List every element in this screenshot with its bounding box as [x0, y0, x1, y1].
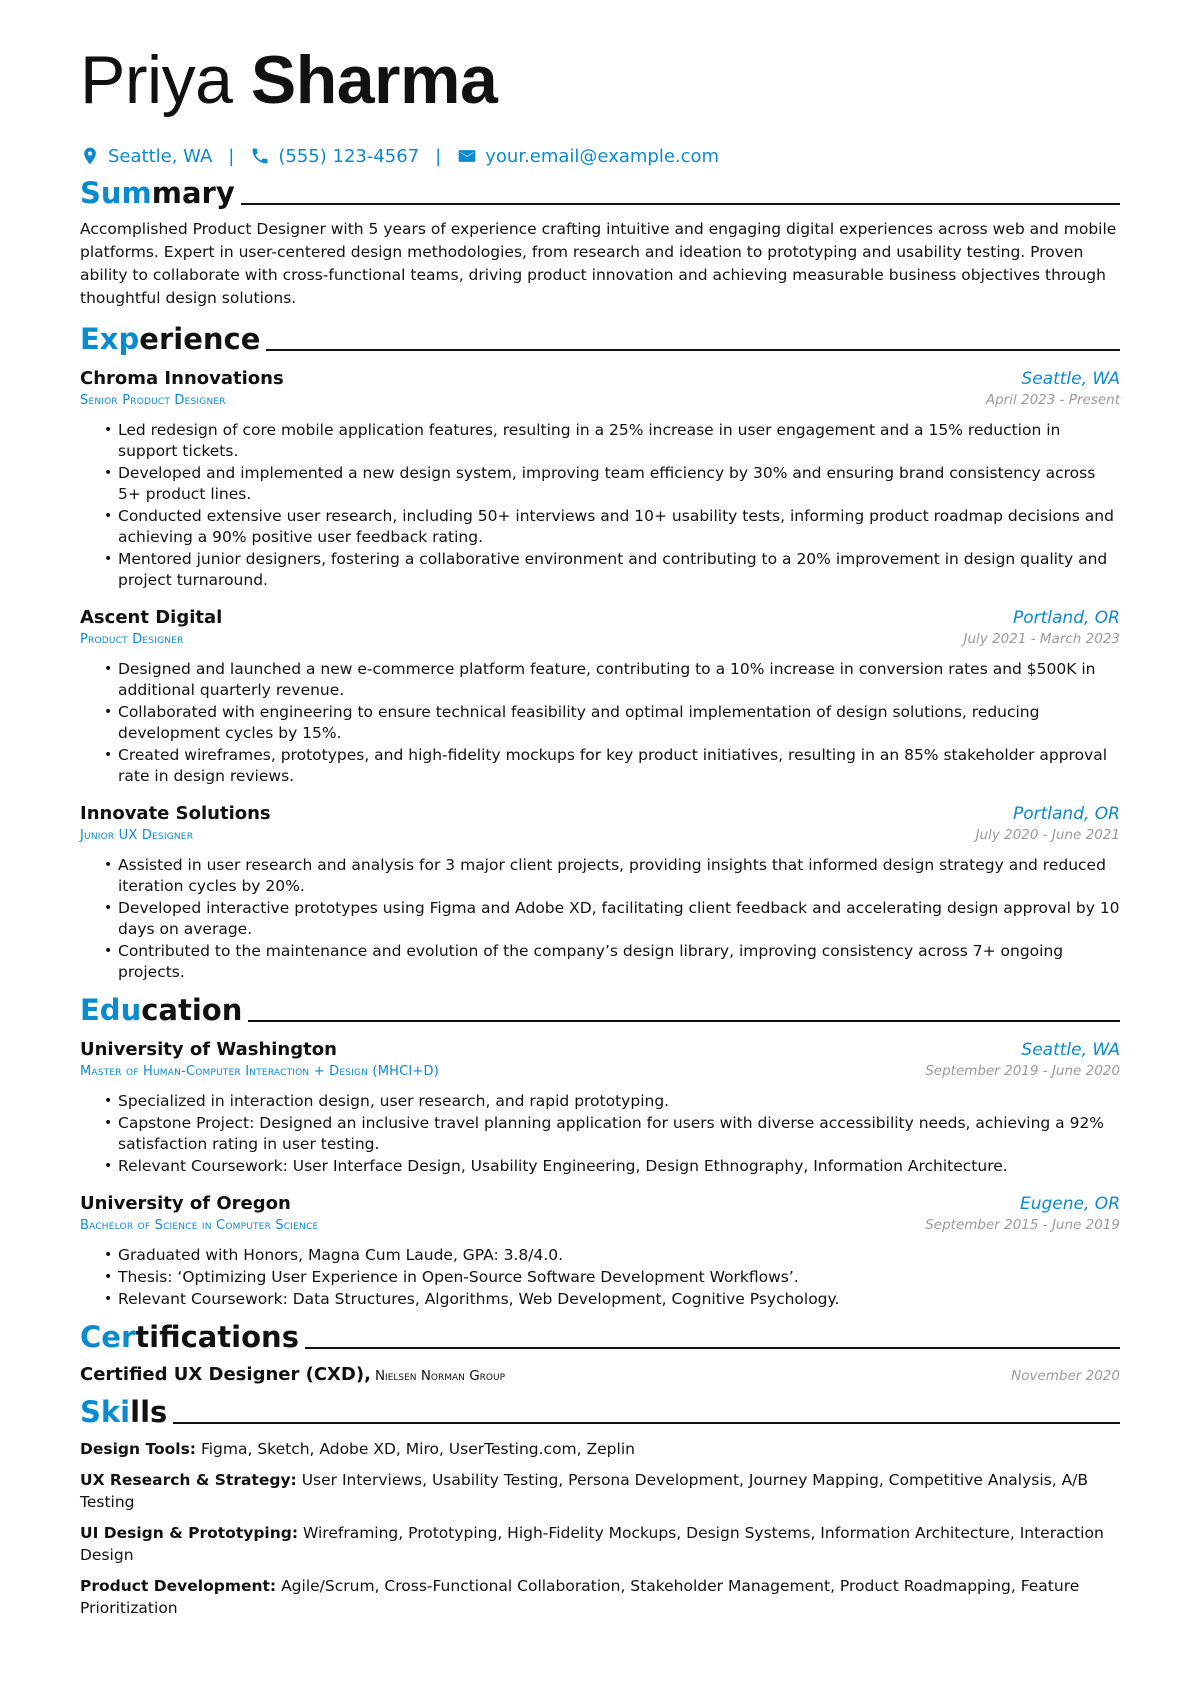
summary-heading [80, 176, 1120, 210]
bullet-item: • Specialized in interaction design, user research, and rapid prototyping. [104, 1091, 1120, 1112]
bullet-item: • Conducted extensive user research, including 50+ interviews and 10+ usability tests, informing product roadmap decisions and achieving a 90% positive user feedback rating. [104, 506, 1120, 548]
job-title: Product Designer [80, 632, 184, 647]
contact-separator: | [435, 145, 442, 167]
section-rule [241, 203, 1120, 205]
company-name: Innovate Solutions [80, 803, 271, 824]
education-entry [80, 1039, 1120, 1177]
bullet-item: • Created wireframes, prototypes, and high-fidelity mockups for key product initiatives, resulting in an 85% stakeholder approval rate in design reviews. [104, 745, 1120, 787]
bullet-item: • Thesis: ‘Optimizing User Experience in Open-Source Software Development Workflows’. [104, 1267, 1120, 1288]
bullet-item: • Collaborated with engineering to ensure technical feasibility and optimal implementation of design solutions, reducing development cycles by 15%. [104, 702, 1120, 744]
bullet-list [80, 420, 1120, 591]
skill-row [80, 1469, 1120, 1513]
certification-issuer: Nielsen Norman Group [374, 1368, 506, 1384]
experience-entry [80, 803, 1120, 983]
job-title: Junior UX Designer [80, 828, 194, 843]
entry-dates: September 2019 - June 2020 [925, 1063, 1120, 1079]
experience-entry [80, 607, 1120, 787]
experience-heading [80, 322, 1120, 356]
title-rest: erience [139, 322, 261, 356]
skill-row [80, 1438, 1120, 1460]
section-rule [266, 349, 1120, 351]
title-rest: lls [130, 1395, 168, 1429]
section-rule [173, 1422, 1120, 1424]
title-rest: tifications [135, 1320, 299, 1354]
title-rest: cation [141, 993, 243, 1027]
bullet-item: • Led redesign of core mobile application features, resulting in a 25% increase in user engagement and a 15% reduction in support tickets. [104, 420, 1120, 462]
title-highlight: Exp [80, 322, 140, 356]
bullet-item: • Designed and launched a new e-commerce platform feature, contributing to a 10% increase in conversion rates and $500K in additional quarterly revenue. [104, 659, 1120, 701]
certification-item [80, 1364, 1120, 1385]
job-title: Senior Product Designer [80, 393, 226, 408]
school-name: University of Washington [80, 1039, 337, 1060]
bullet-list [80, 1091, 1120, 1177]
title-rest: mary [151, 176, 235, 210]
bullet-item: • Relevant Coursework: User Interface Design, Usability Engineering, Design Ethnography, Information Architecture. [104, 1156, 1120, 1177]
entry-location: Eugene, OR [1020, 1194, 1120, 1214]
skill-row [80, 1575, 1120, 1619]
title-highlight: Cer [80, 1320, 136, 1354]
contact-separator: | [228, 145, 235, 167]
skill-row [80, 1522, 1120, 1566]
skill-values: Agile/Scrum, Cross-Functional Collaboration, Stakeholder Management, Product Roadmapping, Feature Prioritization [80, 1577, 1080, 1617]
section-rule [305, 1347, 1120, 1349]
bullet-list [80, 855, 1120, 983]
entry-dates: July 2021 - March 2023 [963, 631, 1120, 647]
bullet-item: • Contributed to the maintenance and evolution of the company’s design library, improving consistency across 7+ ongoing projects. [104, 941, 1120, 983]
skill-category: Design Tools: [80, 1440, 196, 1458]
certifications-heading [80, 1320, 1120, 1354]
candidate-name [80, 40, 1120, 120]
bullet-list [80, 659, 1120, 787]
resume-content [80, 40, 1120, 1619]
email-link[interactable]: your.email@example.com [485, 145, 720, 167]
location-text: Seattle, WA [108, 145, 213, 167]
entry-location: Portland, OR [1012, 804, 1120, 824]
entry-location: Seattle, WA [1021, 1040, 1120, 1060]
title-highlight: Ski [80, 1395, 131, 1429]
degree-title: Bachelor of Science in Computer Science [80, 1218, 319, 1233]
section-title [80, 322, 260, 356]
school-name: University of Oregon [80, 1193, 291, 1214]
bullet-item: • Developed and implemented a new design system, improving team efficiency by 30% and ensuring brand consistency across 5+ product lines. [104, 463, 1120, 505]
summary-text: Accomplished Product Designer with 5 years of experience crafting intuitive and engaging digital experiences across web and mobile platforms. Expert in user-centered design methodologies, from research and ideation to prototyping and usability testing. Proven ability to collaborate with cross-functional teams, driving product innovation and achieving measurable business objectives through thoughtful design solutions. [80, 220, 1117, 307]
title-highlight: Sum [80, 176, 152, 210]
company-name: Chroma Innovations [80, 368, 284, 389]
skill-values: Wireframing, Prototyping, High-Fidelity Mockups, Design Systems, Information Architecture, Interaction Design [80, 1524, 1104, 1564]
bullet-item: • Graduated with Honors, Magna Cum Laude, GPA: 3.8/4.0. [104, 1245, 1120, 1266]
bullet-item: • Mentored junior designers, fostering a collaborative environment and contributing to a 20% improvement in design quality and project turnaround. [104, 549, 1120, 591]
entry-dates: April 2023 - Present [985, 392, 1120, 408]
phone-text: (555) 123-4567 [278, 145, 420, 167]
bullet-item: • Developed interactive prototypes using Figma and Adobe XD, facilitating client feedback and accelerating design approval by 10 days on average. [104, 898, 1120, 940]
phone-icon [250, 146, 270, 166]
entry-dates: July 2020 - June 2021 [975, 827, 1120, 843]
degree-title: Master of Human-Computer Interaction + Design (MHCI+D) [80, 1064, 439, 1079]
education-entry [80, 1193, 1120, 1310]
skill-category: Product Development: [80, 1577, 277, 1595]
certification-name: Certified UX Designer (CXD), [80, 1364, 371, 1385]
envelope-icon [457, 146, 477, 166]
skills-heading [80, 1395, 1120, 1429]
bullet-item: • Capstone Project: Designed an inclusive travel planning application for users with diverse accessibility needs, achieving a 92% satisfaction rating in user testing. [104, 1113, 1120, 1155]
bullet-item: • Assisted in user research and analysis for 3 major client projects, providing insights that informed design strategy and reduced iteration cycles by 20%. [104, 855, 1120, 897]
section-title [80, 993, 242, 1027]
section-rule [248, 1020, 1120, 1022]
first-name: Priya [80, 42, 233, 118]
entry-location: Seattle, WA [1021, 369, 1120, 389]
map-pin-icon [80, 146, 100, 166]
entry-location: Portland, OR [1012, 608, 1120, 628]
company-name: Ascent Digital [80, 607, 223, 628]
skill-category: UX Research & Strategy: [80, 1471, 297, 1489]
skill-values: User Interviews, Usability Testing, Persona Development, Journey Mapping, Competitive Analysis, A/B Testing [80, 1471, 1089, 1511]
bullet-item: • Relevant Coursework: Data Structures, Algorithms, Web Development, Cognitive Psychology. [104, 1289, 1120, 1310]
entry-dates: September 2015 - June 2019 [925, 1217, 1120, 1233]
skill-values: Figma, Sketch, Adobe XD, Miro, UserTesting.com, Zeplin [200, 1440, 635, 1458]
last-name: Sharma [250, 42, 498, 118]
section-title [80, 1320, 299, 1354]
title-highlight: Edu [80, 993, 142, 1027]
experience-entry [80, 368, 1120, 591]
contact-bar [80, 142, 1120, 170]
skill-category: UI Design & Prototyping: [80, 1524, 299, 1542]
education-heading [80, 993, 1120, 1027]
bullet-list [80, 1245, 1120, 1310]
section-title [80, 176, 235, 210]
certification-date: November 2020 [1011, 1368, 1120, 1384]
section-title [80, 1395, 167, 1429]
